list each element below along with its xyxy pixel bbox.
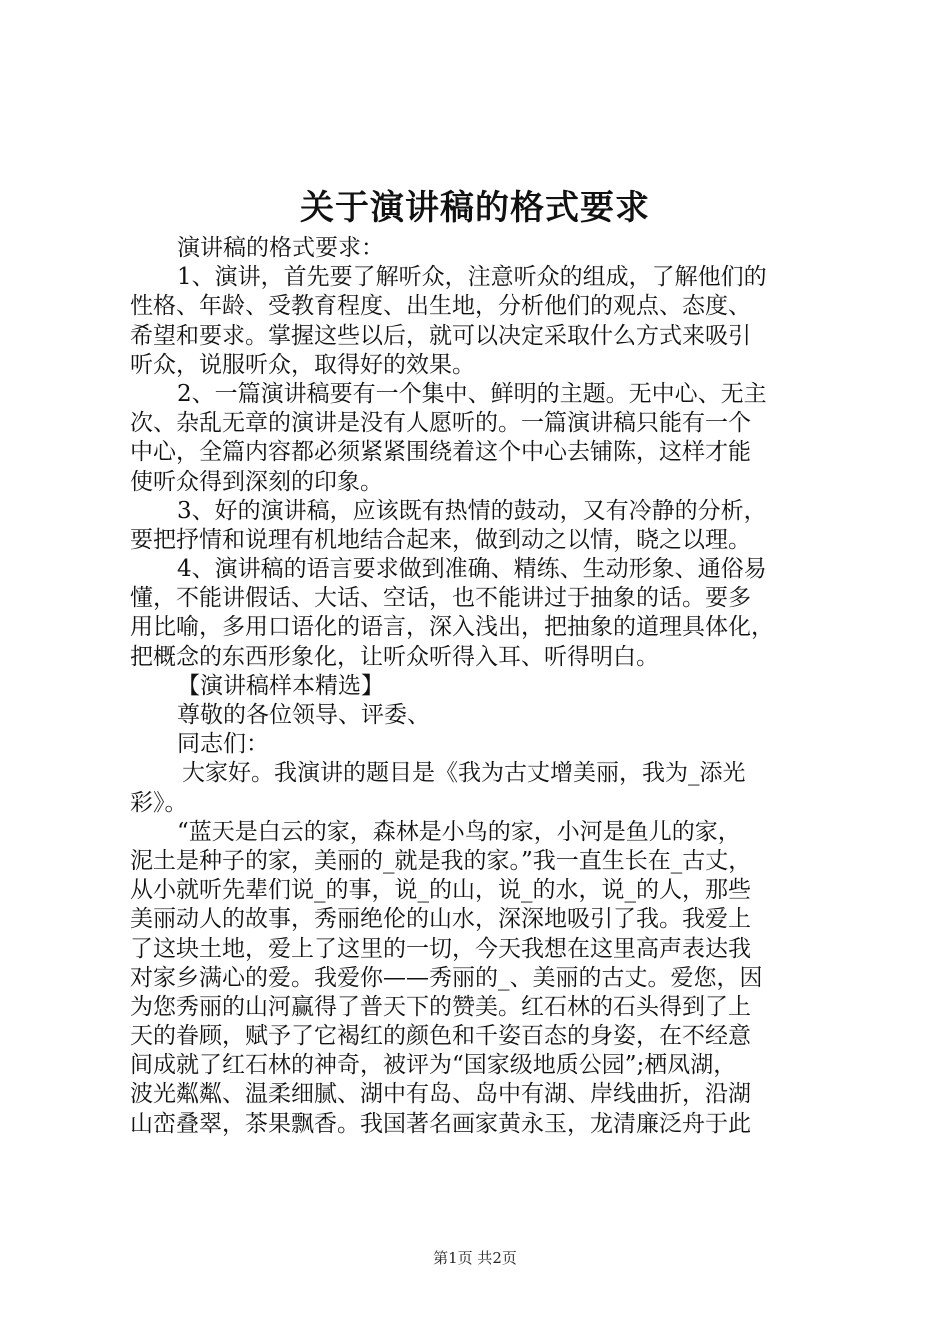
document-body [130, 234, 830, 1139]
text-line: 使听众得到深刻的印象。 [130, 468, 383, 495]
text-line: 2、一篇演讲稿要有一个集中、鲜明的主题。无中心、无主 [177, 380, 767, 407]
text-line: 彩》。 [130, 789, 188, 816]
text-line: 大家好。我演讲的题目是《我为古丈增美丽，我为_添光 [182, 760, 746, 787]
text-line: 听众，说服听众，取得好的效果。 [130, 351, 475, 378]
text-line: 山峦叠翠，茶果飘香。我国著名画家黄永玉，龙清廉泛舟于此 [130, 1110, 751, 1137]
text-line: 为您秀丽的山河赢得了普天下的赞美。红石林的石头得到了上 [130, 993, 751, 1020]
text-line: 1、演讲，首先要了解听众，注意听众的组成，了解他们的 [177, 264, 767, 291]
page-number-footer: 第1页 共2页 [433, 1249, 517, 1267]
text-line: 尊敬的各位领导、评委、 [177, 702, 430, 728]
text-line: 4、演讲稿的语言要求做到准确、精练、生动形象、通俗易 [177, 556, 767, 583]
text-line: “蓝天是白云的家，森林是小鸟的家，小河是鱼儿的家， [177, 818, 741, 845]
text-line: 波光粼粼、温柔细腻、湖中有岛、岛中有湖、岸线曲折，沿湖 [130, 1081, 751, 1108]
text-line: 用比喻，多用口语化的语言，深入浅出，把抽象的道理具体化， [130, 614, 774, 641]
text-line: 性格、年龄、受教育程度、出生地，分析他们的观点、态度、 [130, 293, 751, 320]
text-line: 要把抒情和说理有机地结合起来，做到动之以情，晓之以理。 [130, 526, 751, 553]
text-line: 间成就了红石林的神奇，被评为“国家级地质公园”;栖凤湖， [130, 1052, 737, 1079]
text-line: 中心，全篇内容都必须紧紧围绕着这个中心去铺陈，这样才能 [130, 439, 751, 466]
text-line: 天的眷顾，赋予了它褐红的颜色和千姿百态的身姿，在不经意 [130, 1023, 751, 1050]
document-title: 关于演讲稿的格式要求 [300, 188, 650, 228]
text-line: 对家乡满心的爱。我爱你——秀丽的_、美丽的古丈。爱您，因 [130, 964, 763, 991]
text-line: 【演讲稿样本精选】 [177, 672, 384, 699]
text-line: 泥土是种子的家，美丽的_就是我的家。”我一直生长在_古丈， [130, 847, 752, 874]
text-line: 了这块土地，爱上了这里的一切，今天我想在这里高声表达我 [130, 935, 751, 962]
text-line: 希望和要求。掌握这些以后，就可以决定采取什么方式来吸引 [130, 322, 751, 349]
text-line: 美丽动人的故事，秀丽绝伦的山水，深深地吸引了我。我爱上 [130, 906, 751, 933]
text-line: 同志们： [177, 731, 269, 758]
text-line: 次、杂乱无章的演讲是没有人愿听的。一篇演讲稿只能有一个 [130, 410, 751, 437]
text-line: 演讲稿的格式要求： [177, 235, 384, 261]
text-line: 从小就听先辈们说_的事，说_的山，说_的水，说_的人，那些 [130, 877, 751, 904]
text-line: 3、好的演讲稿，应该既有热情的鼓动，又有冷静的分析， [177, 497, 767, 524]
text-line: 把概念的东西形象化，让听众听得入耳、听得明白。 [130, 643, 659, 670]
text-line: 懂，不能讲假话、大话、空话，也不能讲过于抽象的话。要多 [130, 585, 751, 612]
